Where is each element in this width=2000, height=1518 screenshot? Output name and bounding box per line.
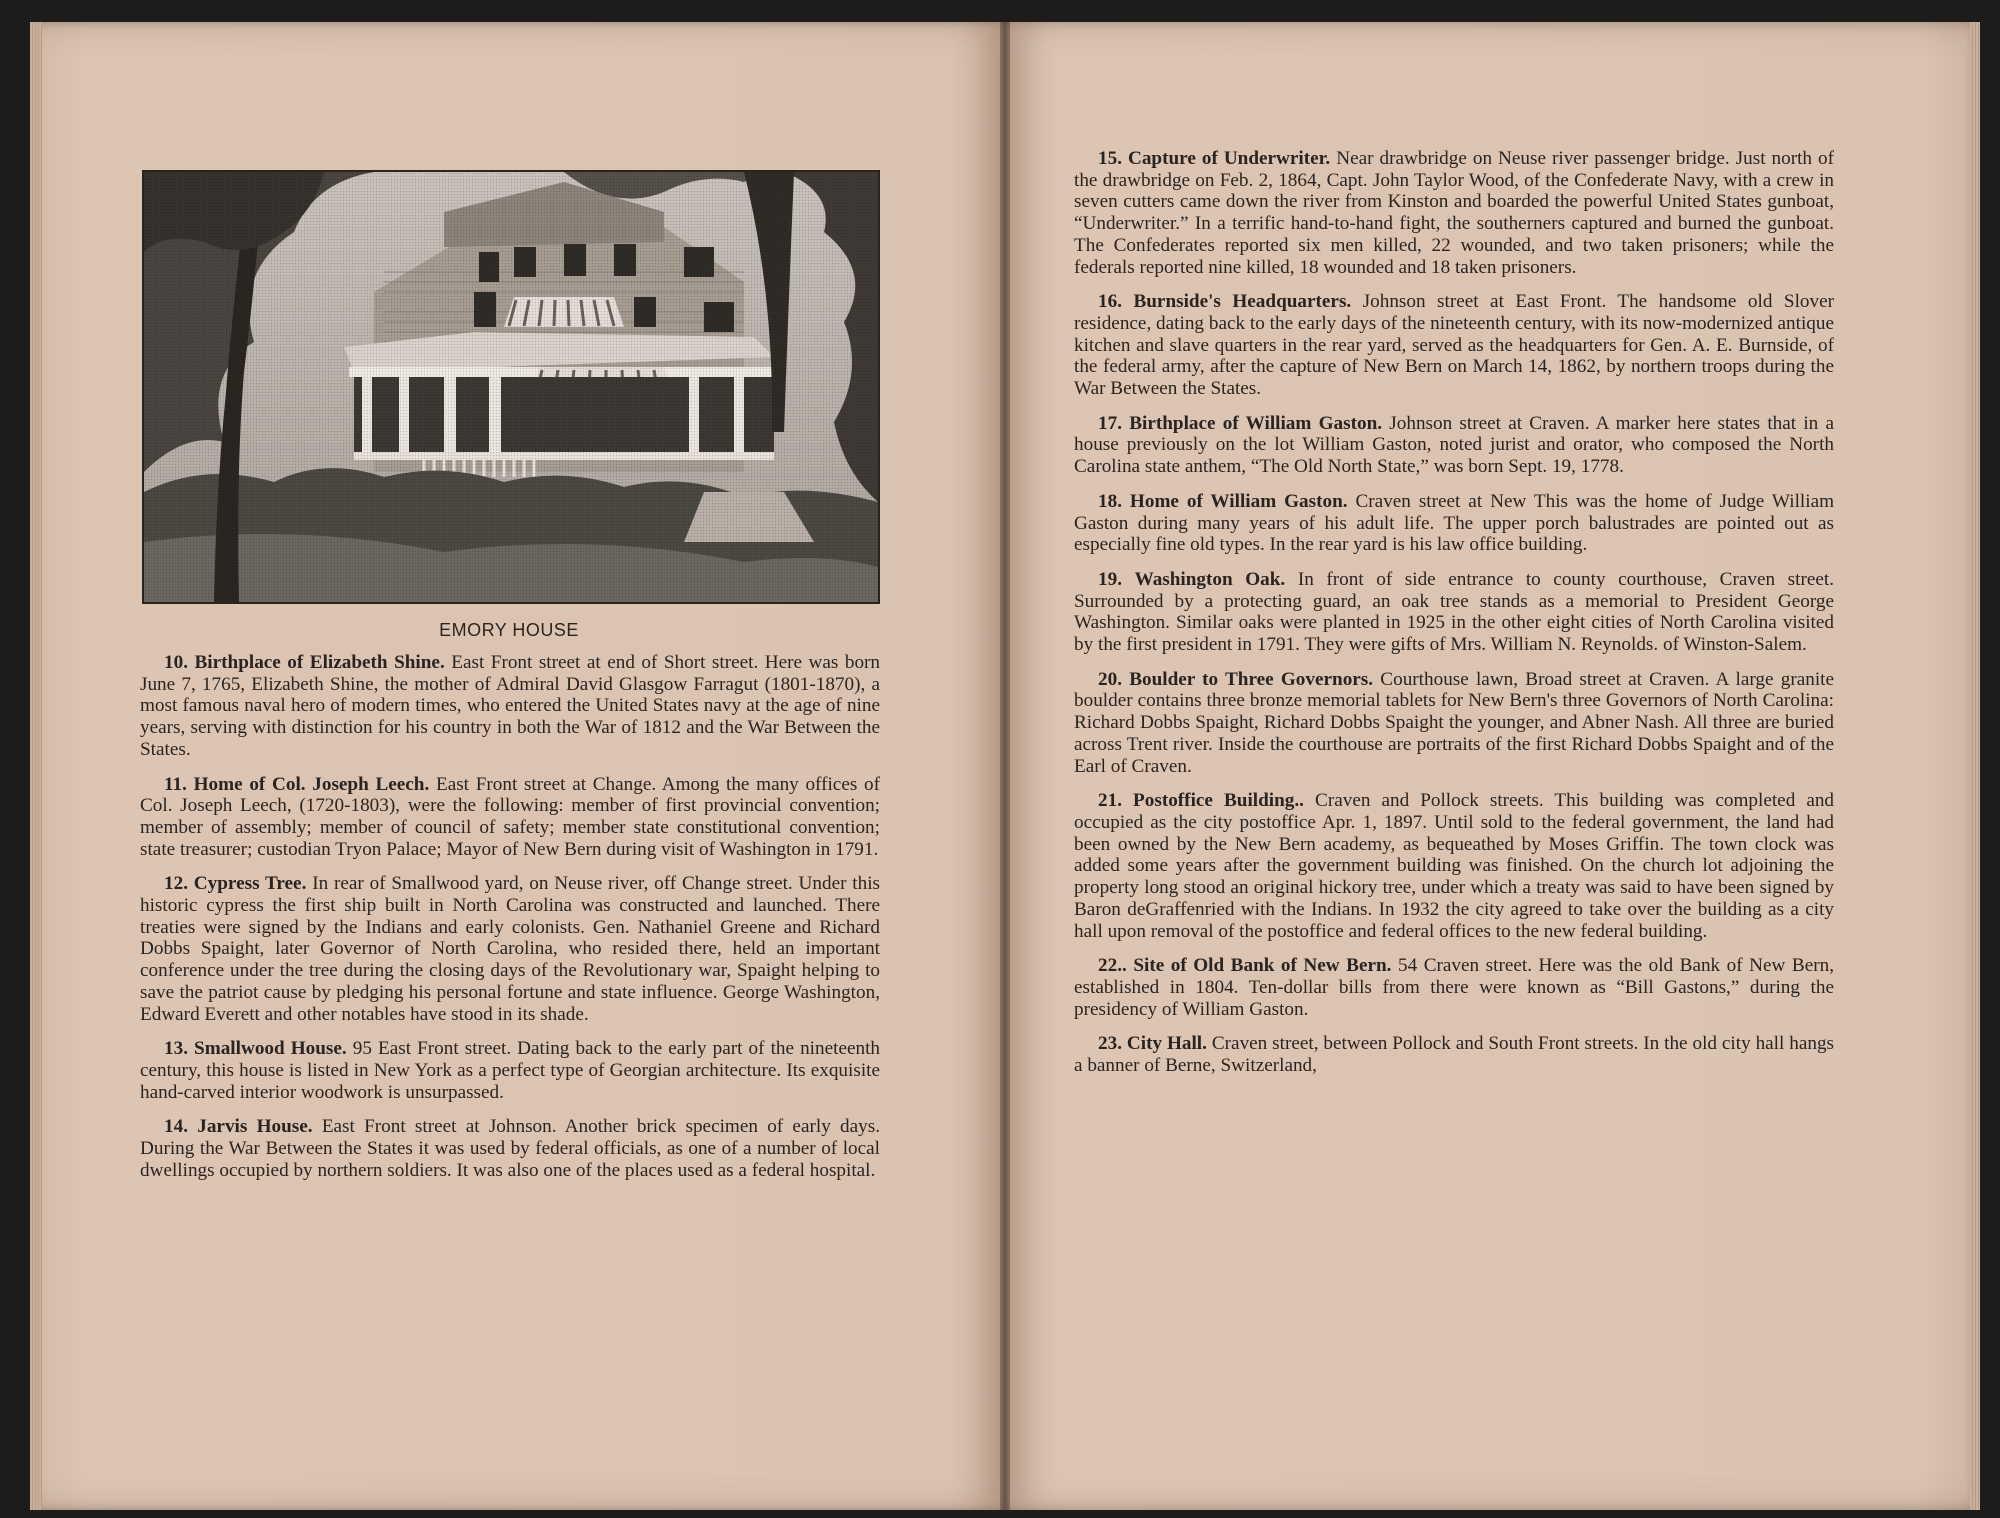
entry-13 bbox=[140, 1038, 880, 1103]
entry-body: East Front street at Johnson. Another brick specimen of early days. During the War Between the States it was used by federal officials, as one of a number of local dwellings occupied by northern soldiers. It was also one of the places used as a federal hospital. bbox=[140, 1116, 880, 1181]
binding-gutter bbox=[1000, 22, 1010, 1510]
entry-15 bbox=[1074, 148, 1834, 278]
entry-12 bbox=[140, 873, 880, 1025]
entry-number: 21. bbox=[1098, 790, 1122, 812]
entry-heading: Birthplace of Elizabeth Shine. bbox=[194, 652, 445, 673]
photo-caption: EMORY HOUSE bbox=[439, 620, 579, 640]
entry-number: 19. bbox=[1098, 568, 1122, 590]
entry-body: Johnson street at Craven. A marker here states that in a house previously on the lot William Gaston, noted jurist and orator, who composed the North Carolina state anthem, “The Old North State,” was born Sept. 19, 1778. bbox=[1074, 412, 1835, 478]
entry-body: Courthouse lawn, Broad street at Craven. A large granite boulder contains three bronze memorial tablets for New Bern's three Governors of North Carolina: Richard Dobbs Spaight, Richard Dobbs Spaight the younger, and Abner Nash. All three are buried across Trent river. Inside the courthouse are portraits of the first Richard Dobbs Spaight and of the Earl of Craven. bbox=[1074, 668, 1835, 777]
entry-21 bbox=[1074, 790, 1834, 942]
entry-body: Near drawbridge on Neuse river passenger bridge. Just north of the drawbridge on Feb. 2, 1864, Capt. John Taylor Wood, of the Confederate Navy, with a crew in seven cutters came down the river from Kinston and boarded the powerful United States gunboat, “Underwriter.” In a terrific hand-to-hand fight, the southerners captured and burned the gunboat. The Confederates reported six men killed, 22 wounded, and two taken prisoners; while the federals reported nine killed, 18 wounded and 18 taken prisoners. bbox=[1074, 148, 1834, 278]
entry-heading: Cypress Tree. bbox=[193, 873, 307, 895]
entry-number: 12. bbox=[164, 873, 188, 895]
entry-heading: Jarvis House. bbox=[197, 1116, 313, 1138]
entry-number: 15. bbox=[1098, 148, 1122, 169]
entry-14 bbox=[140, 1116, 880, 1181]
entry-heading: Burnside's Headquarters. bbox=[1133, 291, 1352, 313]
entry-number: 10. bbox=[164, 652, 188, 673]
entry-heading: Capture of Underwriter. bbox=[1127, 148, 1331, 169]
entry-10 bbox=[140, 652, 880, 761]
entry-heading: Smallwood House. bbox=[194, 1038, 347, 1060]
entry-heading: Site of Old Bank of New Bern. bbox=[1133, 955, 1392, 977]
entry-23 bbox=[1074, 1033, 1834, 1076]
entry-heading: Boulder to Three Governors. bbox=[1129, 668, 1374, 690]
entry-heading: City Hall. bbox=[1126, 1033, 1207, 1055]
entry-heading: Home of William Gaston. bbox=[1129, 490, 1348, 512]
entry-20 bbox=[1074, 669, 1834, 778]
entry-body: 54 Craven street. Here was the old Bank of New Bern, established in 1804. Ten-dollar bills from there were known as “Bill Gastons,” during the presidency of William Gaston. bbox=[1074, 955, 1835, 1020]
entry-body: In rear of Smallwood yard, on Neuse river, off Change street. Under this historic cypress the first ship built in North Carolina was constructed and launched. There treaties were signed by the Indians and early colonists. Gen. Nathaniel Greene and Richard Dobbs Spaight, later Governor of North Carolina, who resided there, held an important conference under the tree during the closing days of the Revolutionary war, Spaight helping to save the patriot cause by pledging his personal fortune and state influence. George Washington, Edward Everett and other notables have stood in its shade. bbox=[140, 873, 880, 1025]
entry-number: 20. bbox=[1098, 668, 1122, 690]
entry-18 bbox=[1074, 491, 1834, 556]
entry-body: In front of side entrance to county courthouse, Craven street. Surrounded by a protecting guard, an oak tree stands as a memorial to President George Washington. Similar oaks were planted in 1925 in the other eight cities of North Carolina visited by the first president in 1791. They were gifts of Mrs. William N. Reynolds. of Winston-Salem. bbox=[1074, 568, 1834, 656]
entry-heading: Postoffice Building.. bbox=[1133, 790, 1304, 812]
entry-body: East Front street at end of Short street. Here was born June 7, 1765, Elizabeth Shine, the mother of Admiral David Glasgow Farragut (1801-1870), a most famous naval hero of modern times, who entered the United States navy at the age of nine years, serving with distinction for his country in both the War of 1812 and the War Between the States. bbox=[140, 652, 881, 760]
right-page-text-column bbox=[1074, 148, 1834, 1090]
entry-number: 18. bbox=[1098, 490, 1122, 512]
entry-body: Johnson street at East Front. The handsome old Slover residence, dating back to the early days of the nineteenth century, with its now-modernized antique kitchen and slave quarters in the rear yard, served as the headquarters for Gen. A. E. Burnside, of the federal army, after the capture of New Bern on March 14, 1862, by northern troops during the War Between the States. bbox=[1074, 291, 1834, 400]
emory-house-photo bbox=[142, 170, 880, 604]
entry-number: 16. bbox=[1098, 291, 1122, 313]
entry-19 bbox=[1074, 569, 1834, 656]
entry-17 bbox=[1074, 413, 1834, 478]
left-page-text-column bbox=[140, 652, 880, 1194]
entry-22 bbox=[1074, 955, 1834, 1020]
entry-body: Craven street, between Pollock and South Front streets. In the old city hall hangs a banner of Berne, Switzerland, bbox=[1074, 1033, 1835, 1077]
entry-number: 11. bbox=[164, 773, 187, 795]
entry-heading: Home of Col. Joseph Leech. bbox=[193, 773, 430, 795]
entry-number: 17. bbox=[1098, 412, 1122, 434]
entry-body: Craven and Pollock streets. This building was completed and occupied as the city postoffice Apr. 1, 1897. Until sold to the federal government, the land had been owned by the New Bern academy, as bequeathed by Moses Griffin. The town clock was added some years after the government building was finished. On the church lot adjoining the property long stood an original hickory tree, under which a treaty was said to have been signed by Baron deGraffenried with the Indians. In 1932 the city agreed to take over the building as a city hall upon removal of the postoffice and federal offices to the new federal building. bbox=[1074, 790, 1835, 942]
entry-heading: Birthplace of William Gaston. bbox=[1129, 412, 1383, 434]
entry-11 bbox=[140, 774, 880, 861]
entry-body: East Front street at Change. Among the many offices of Col. Joseph Leech, (1720-1803), were the following: member of first provincial convention; member of assembly; member of council of safety; member state constitutional convention; state treasurer; custodian Tryon Palace; Mayor of New Bern during visit of Washington in 1791. bbox=[140, 773, 880, 860]
house-photo-image bbox=[144, 172, 878, 602]
page-edges-left bbox=[30, 22, 42, 1510]
page-edges-right bbox=[1970, 22, 1980, 1510]
entry-number: 23. bbox=[1098, 1033, 1122, 1055]
entry-number: 22.. bbox=[1098, 955, 1127, 977]
entry-body: Craven street at New This was the home of Judge William Gaston during many years of his adult life. The upper porch balustrades are pointed out as especially fine old types. In the rear yard is his law office building. bbox=[1074, 490, 1835, 556]
entry-16 bbox=[1074, 291, 1834, 400]
entry-number: 14. bbox=[164, 1116, 188, 1138]
entry-number: 13. bbox=[164, 1038, 188, 1060]
entry-body: 95 East Front street. Dating back to the early part of the nineteenth century, this house is listed in New York as a perfect type of Georgian architecture. Its exquisite hand-carved interior woodwork is unsurpassed. bbox=[140, 1038, 880, 1103]
entry-heading: Washington Oak. bbox=[1134, 568, 1286, 590]
